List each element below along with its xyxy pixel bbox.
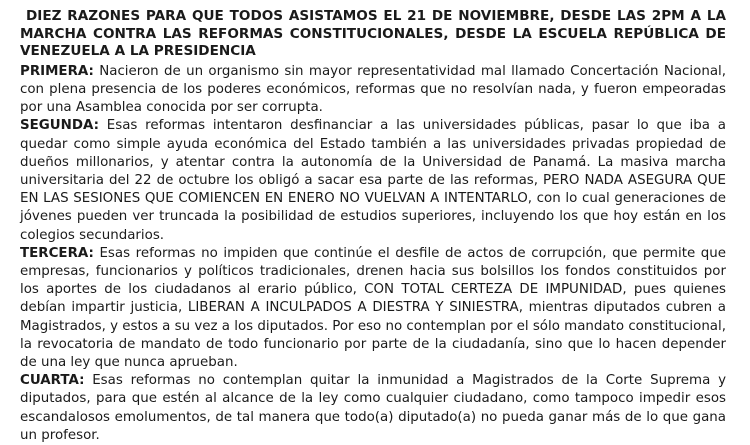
paragraph-tercera <box>20 245 726 372</box>
paragraph-text: Nacieron de un organismo sin mayor representatividad mal llamado Concertación Nacional, con plena presencia de los poderes económicos, reformas que no resolvían nada, y fueron empeoradas por una Asamblea conocida por ser corrupta. <box>20 63 726 116</box>
paragraph-text: Esas reformas intentaron desfinanciar a las universidades públicas, pasar lo que iba a quedar como simple ayuda económica del Estado también a las universidades privadas propiedad de dueños millonarios, y atentar contra la autonomía de la Universidad de Panamá. La masiva marcha universitaria del 22 de octubre los obligó a sacar esa parte de las reformas, PERO NADA ASEGURA QUE EN LAS SESIONES QUE COMIENCEN EN ENERO NO VUELVAN A INTENTARLO, con lo cual generaciones de jóvenes pueden ver truncada la posibilidad de estudios superiores, incluyendo los que hoy están en los colegios secundarios. <box>20 118 726 243</box>
document-title-text: DIEZ RAZONES PARA QUE TODOS ASISTAMOS EL 21 DE NOVIEMBRE, DESDE LAS 2PM A LA MARCHA CONTRA LAS REFORMAS CONSTITUCIONALES, DESDE LA ESCUELA REPÚBLICA DE VENEZUELA A LA PRESIDENCIA <box>20 8 726 60</box>
document-page <box>20 8 726 445</box>
document-title <box>20 8 726 61</box>
paragraph-label: SEGUNDA: <box>20 118 99 134</box>
paragraph-cuarta <box>20 372 726 445</box>
paragraph-label: PRIMERA: <box>20 63 94 79</box>
paragraph-text: Esas reformas no impiden que continúe el desfile de actos de corrupción, que permite que empresas, funcionarios y políticos tradicionales, drenen hacia sus bolsillos los fondos constituidos por los aportes de los ciudadanos al erario público, CON TOTAL CERTEZA DE IMPUNIDAD, pues quienes debían impartir justicia, LIBERAN A INCULPADOS A DIESTRA Y SINIESTRA, mientras diputados cubren a Magistrados, y estos a su vez a los diputados. Por eso no contemplan por el sólo mandato constitucional, la revocatoria de mandato de todo funcionario por parte de la ciudadanía, sino que lo hacen depender de una ley que nunca aprueban. <box>20 245 726 371</box>
paragraph-text: Esas reformas no contemplan quitar la inmunidad a Magistrados de la Corte Suprema y diputados, para que estén al alcance de la ley como cualquier ciudadano, como tampoco impedir esos escandalosos emolumentos, de tal manera que todo(a) diputado(a) no pueda ganar más de lo que gana un profesor. <box>20 373 726 443</box>
paragraph-segunda <box>20 117 726 244</box>
paragraph-primera <box>20 63 726 118</box>
paragraph-label: CUARTA: <box>20 373 85 389</box>
paragraph-label: TERCERA: <box>20 245 94 261</box>
